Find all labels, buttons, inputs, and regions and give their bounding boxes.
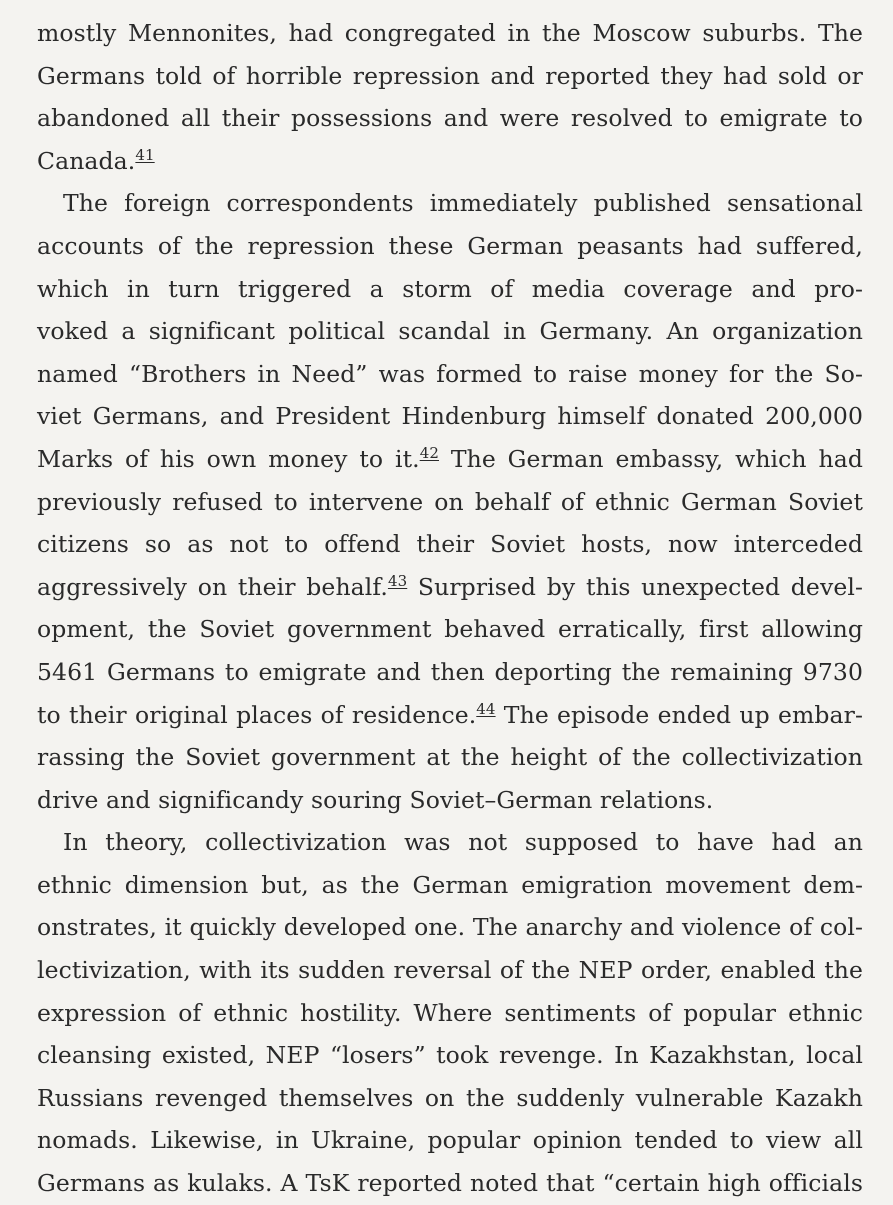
footnote-ref-43[interactable]: 43	[387, 571, 408, 590]
text-line: mostly Mennonites, had congregated in the Moscow suburbs. The	[37, 19, 863, 47]
text-line	[37, 566, 863, 609]
paragraph-2	[37, 182, 863, 821]
text-line: Germans as kulaks. A TsK reported noted that “certain high officials	[37, 1169, 863, 1198]
text-line: Russians revenged themselves on the suddenly vulnerable Kazakh	[37, 1083, 863, 1112]
line-text: aggressively on their behalf.	[37, 572, 388, 601]
text-line: rassing the Soviet government at the height of the collectivization	[37, 743, 863, 772]
text-line: voked a significant political scandal in Germany. An organization	[37, 317, 863, 346]
text-line: named “Brothers in Need” was formed to raise money for the So-	[37, 359, 863, 388]
paragraph-1	[37, 12, 863, 182]
line-text: The episode ended up embar-	[495, 700, 863, 729]
text-line: abandoned all their possessions and were resolved to emigrate to	[37, 104, 863, 133]
text-line: viet Germans, and President Hindenburg himself donated 200,000	[37, 402, 863, 431]
text-line: In theory, collectivization was not supposed to have had an	[63, 828, 863, 857]
text-line: which in turn triggered a storm of media coverage and pro-	[37, 274, 863, 303]
text-line: ethnic dimension but, as the German emigration movement dem-	[37, 870, 863, 899]
text-line: citizens so as not to offend their Soviet hosts, now interceded	[37, 530, 863, 559]
line-text: Canada.	[37, 146, 136, 175]
text-line: expression of ethnic hostility. Where sentiments of popular ethnic	[37, 998, 863, 1027]
text-line: drive and significandy souring Soviet–German relations.	[37, 785, 714, 814]
line-text: The German embassy, which had	[438, 444, 863, 473]
text-line	[37, 438, 863, 481]
text-line: cleansing existed, NEP “losers” took revenge. In Kazakhstan, local	[37, 1041, 863, 1070]
line-text: to their original places of residence.	[37, 700, 477, 729]
text-line	[37, 694, 863, 737]
text-line: opment, the Soviet government behaved erratically, first allowing	[37, 615, 863, 644]
footnote-ref-42[interactable]: 42	[419, 443, 439, 462]
text-line: Germans told of horrible repression and reported they had sold or	[37, 61, 863, 90]
text-line: previously refused to intervene on behalf of ethnic German Soviet	[37, 487, 863, 516]
line-text: Marks of his own money to it.	[37, 444, 420, 473]
footnote-ref-44[interactable]: 44	[476, 699, 496, 718]
text-line: 5461 Germans to emigrate and then deporting the remaining 9730	[37, 657, 863, 686]
footnote-ref-41[interactable]: 41	[135, 145, 155, 164]
text-line	[37, 140, 863, 183]
line-text: Surprised by this unexpected devel-	[407, 572, 863, 601]
paragraph-3	[37, 821, 863, 1204]
text-line: lectivization, with its sudden reversal of the NEP order, enabled the	[37, 956, 863, 985]
text-line: The foreign correspondents immediately published sensational	[63, 189, 863, 218]
text-line: nomads. Likewise, in Ukraine, popular opinion tended to view all	[37, 1126, 863, 1155]
text-line: accounts of the repression these German peasants had suffered,	[37, 231, 863, 260]
text-line: onstrates, it quickly developed one. The anarchy and violence of col-	[37, 913, 863, 942]
